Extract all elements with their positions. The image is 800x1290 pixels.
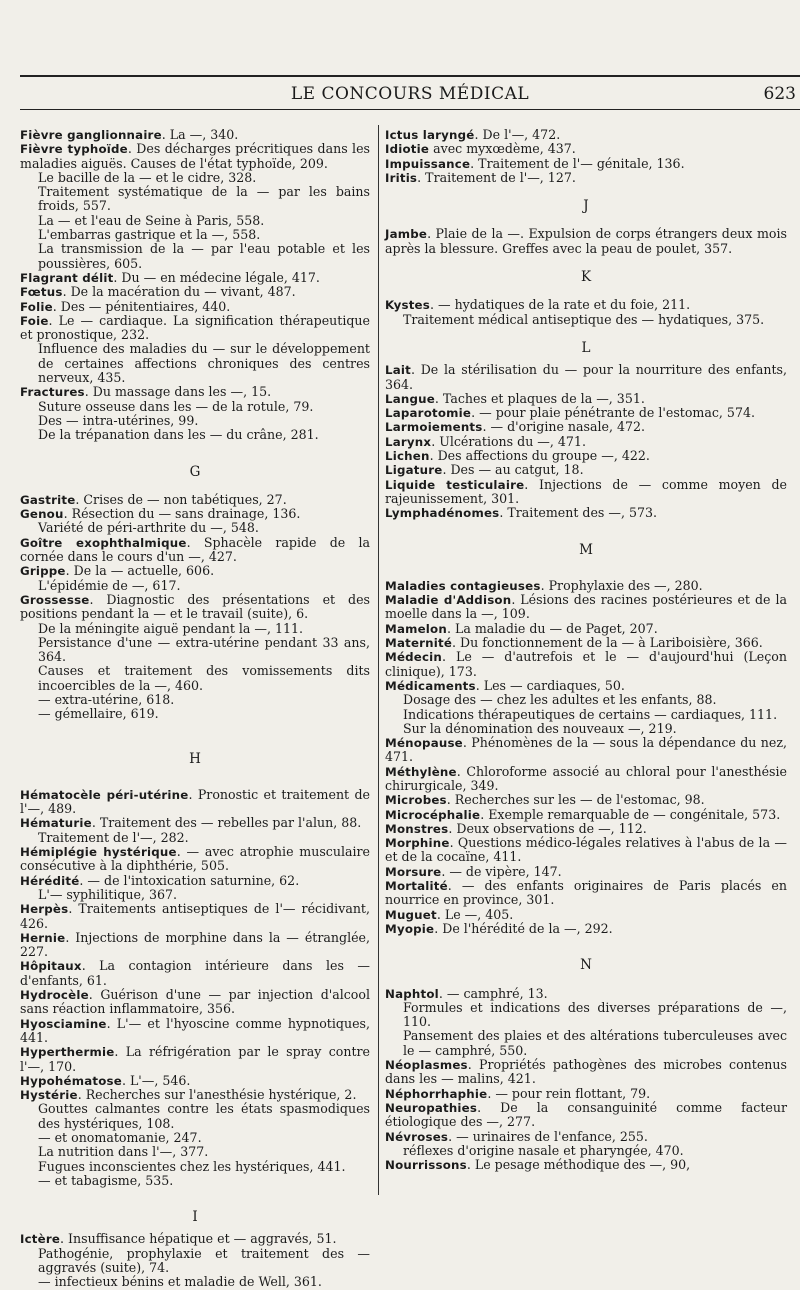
entry-text: . Taches et plaques de la —, 351. <box>434 390 645 406</box>
entry-text: . De l'—, 472. <box>474 127 561 142</box>
entry-text: . Traitement de l'— génitale, 136. <box>470 155 685 171</box>
entry-term: Hématocèle péri-utérine <box>20 787 189 802</box>
index-subentry <box>20 1275 370 1289</box>
index-subentry <box>20 171 370 185</box>
index-subentry <box>385 1144 787 1158</box>
entry-term: Myopie <box>385 921 435 936</box>
entry-text: La transmission de la — par l'eau potable et les poussières, 605. <box>38 241 370 271</box>
section-letter-l: L <box>581 339 591 356</box>
index-entry <box>20 271 370 285</box>
index-entry <box>385 865 787 879</box>
index-subentry <box>20 414 370 428</box>
entry-text: . Ulcérations du —, 471. <box>431 433 586 449</box>
index-entry <box>385 1087 787 1101</box>
left-column <box>20 128 370 1290</box>
index-entry <box>20 874 370 888</box>
index-subentry <box>385 313 787 327</box>
entry-term: Microcéphalie <box>385 807 481 822</box>
index-entry <box>20 1017 370 1046</box>
entry-text: Causes et traitement des vomissements dits incoercibles de la —, 460. <box>38 663 370 693</box>
index-entry <box>385 227 787 256</box>
index-entry <box>385 157 787 171</box>
entry-text: Traitement systématique de la — par les bains froids, 557. <box>38 184 370 214</box>
entry-term: Fœtus <box>20 285 63 300</box>
entry-text: . Diagnostic des présentations et des positions pendant la — et le travail (suite), 6. <box>20 591 370 622</box>
index-subentry <box>20 579 370 593</box>
index-entry <box>20 493 370 507</box>
entry-text: . Propriétés pathogènes des microbes contenus dans les — malins, 421. <box>385 1057 787 1087</box>
entry-text: . Du — en médecine légale, 417. <box>113 269 320 285</box>
section-letter-i: I <box>192 1209 198 1226</box>
entry-text: . De la — actuelle, 606. <box>65 563 215 579</box>
index-entry <box>385 463 787 477</box>
entry-text: La nutrition dans l'—, 377. <box>38 1144 209 1160</box>
entry-text: Traitement de l'—, 282. <box>38 829 189 845</box>
index-entry <box>385 1101 787 1130</box>
entry-term: Médecin <box>385 650 443 665</box>
entry-term: Fièvre typhoïde <box>20 142 128 157</box>
right-column <box>385 128 787 1172</box>
section-l <box>385 363 787 520</box>
entry-text: Traitement médical antiseptique des — hydatiques, 375. <box>403 311 765 327</box>
entry-text: . Exemple remarquable de — congénitale, 573. <box>480 806 781 822</box>
index-subentry <box>20 693 370 707</box>
index-entry <box>20 959 370 988</box>
index-entry <box>385 363 787 392</box>
index-entry <box>385 435 787 449</box>
index-entry <box>385 793 787 807</box>
index-subentry <box>20 664 370 693</box>
index-entry <box>385 506 787 520</box>
entry-term: Néphorrhaphie <box>385 1086 488 1101</box>
journal-title: LE CONCOURS MÉDICAL <box>290 84 530 104</box>
entry-term: Muguet <box>385 907 437 922</box>
index-entry <box>385 908 787 922</box>
index-entry <box>20 142 370 171</box>
entry-text: — gémellaire, 619. <box>38 706 159 722</box>
index-entry <box>385 622 787 636</box>
entry-term: Impuissance <box>385 156 471 171</box>
entry-term: Maternité <box>385 636 453 651</box>
index-subentry <box>385 708 787 722</box>
entry-text: . — urinaires de l'enfance, 255. <box>448 1128 648 1144</box>
index-entry <box>385 808 787 822</box>
index-subentry <box>20 1131 370 1145</box>
entry-text: . Des décharges précritiques dans les maladies aiguës. Causes de l'état typhoïde, 209. <box>20 141 371 171</box>
entry-text: Gouttes calmantes contre les états spasmodiques des hystériques, 108. <box>38 1101 370 1131</box>
section-letter-j: J <box>583 198 589 215</box>
entry-term: Maladie d'Addison <box>385 593 512 608</box>
entry-text: . Traitement des — rebelles par l'alun, 88. <box>91 815 362 831</box>
top-rule <box>20 75 800 77</box>
entry-text: . Phénomènes de la — sous la dépendance du nez, 471. <box>385 735 787 765</box>
entry-term: Gastrite <box>20 492 76 507</box>
index-entry <box>385 1130 787 1144</box>
entry-text: De la trépanation dans les — du crâne, 281. <box>38 427 319 443</box>
entry-term: Fièvre ganglionnaire <box>20 128 162 142</box>
entry-text: réflexes d'origine nasale et pharyngée, 470. <box>403 1142 684 1158</box>
index-entry <box>20 1088 370 1102</box>
entry-term: Ictus laryngé <box>385 128 475 142</box>
entry-text: . La réfrigération par le spray contre l'—, 170. <box>20 1044 370 1074</box>
index-subentry <box>20 1160 370 1174</box>
entry-text: . Injections de morphine dans la — étranglée, 227. <box>20 929 370 960</box>
index-subentry <box>385 1001 787 1030</box>
entry-text: . — des enfants originaires de Paris placés en nourrice en province, 301. <box>385 878 787 908</box>
section-i-right <box>385 128 787 185</box>
entry-text: — extra-utérine, 618. <box>38 691 175 707</box>
entry-text: — et onomatomanie, 247. <box>38 1130 202 1145</box>
index-subentry <box>20 428 370 442</box>
index-entry <box>385 171 787 185</box>
entry-term: Hyperthermie <box>20 1045 115 1060</box>
index-subentry <box>20 888 370 902</box>
entry-text: . Guérison d'une — par injection d'alcool sans réaction inflammatoire, 356. <box>20 987 370 1017</box>
entry-text: . Des — au catgut, 18. <box>442 462 584 478</box>
entry-term: Laparotomie <box>385 406 472 421</box>
entry-term: Hyosciamine <box>20 1016 107 1031</box>
entry-text: Des — intra-utérines, 99. <box>38 412 199 428</box>
index-subentry <box>20 400 370 414</box>
entry-term: Larynx <box>385 434 432 449</box>
index-entry <box>385 478 787 507</box>
entry-term: Flagrant délit <box>20 270 114 285</box>
entry-text: . Insuffisance hépatique et — aggravés, 51. <box>60 1231 337 1247</box>
entry-term: Iritis <box>385 170 418 185</box>
entry-text: — infectieux bénins et maladie de Well, 361. <box>38 1274 322 1290</box>
section-letter-m: M <box>579 541 593 558</box>
entry-term: Monstres <box>385 821 449 836</box>
entry-text: . Des — pénitentiaires, 440. <box>52 298 231 314</box>
entry-text: . Le —, 405. <box>436 906 514 922</box>
section-j <box>385 227 787 256</box>
index-entry <box>385 579 787 593</box>
entry-text: . Le — d'autrefois et le — d'aujourd'hui (Leçon clinique), 173. <box>385 649 787 679</box>
index-entry <box>385 836 787 865</box>
entry-term: Ligature <box>385 463 443 478</box>
entry-term: Langue <box>385 391 435 406</box>
entry-text: . De la consanguinité comme facteur étiologique des —, 277. <box>385 1099 787 1130</box>
index-subentry <box>20 242 370 271</box>
index-entry <box>20 314 370 343</box>
index-entry <box>20 507 370 521</box>
entry-text: avec myxœdème, 437. <box>429 141 576 157</box>
section-h <box>20 788 370 1188</box>
entry-term: Hématurie <box>20 816 92 831</box>
entry-term: Lichen <box>385 449 430 464</box>
index-entry <box>385 449 787 463</box>
entry-text: . L'—, 546. <box>121 1072 191 1088</box>
index-subentry <box>385 693 787 707</box>
entry-term: Nourrissons <box>385 1158 467 1173</box>
entry-term: Hydrocèle <box>20 988 89 1003</box>
index-entry <box>20 1045 370 1074</box>
entry-text: . — camphré, 13. <box>438 985 548 1001</box>
section-f <box>20 128 370 443</box>
section-m <box>385 579 787 936</box>
entry-term: Larmoiements <box>385 420 483 435</box>
entry-text: . Recherches sur l'anesthésie hystérique, 2. <box>77 1087 357 1103</box>
entry-term: Hernie <box>20 930 66 945</box>
entry-term: Goître exophthalmique <box>20 535 187 550</box>
index-subentry <box>20 214 370 228</box>
index-entry <box>20 593 370 622</box>
entry-term: Grossesse <box>20 592 90 607</box>
section-g <box>20 493 370 722</box>
entry-text: . Deux observations de —, 112. <box>448 820 647 836</box>
entry-term: Mamelon <box>385 621 447 636</box>
entry-text: . De la macération du — vivant, 487. <box>62 284 296 300</box>
index-entry <box>20 564 370 578</box>
entry-text: . Lésions des racines postérieures et de la moelle dans la —, 109. <box>385 592 787 622</box>
index-subentry <box>20 1102 370 1131</box>
index-entry <box>385 128 787 142</box>
index-entry <box>385 593 787 622</box>
entry-term: Néoplasmes <box>385 1058 468 1073</box>
entry-term: Folie <box>20 299 53 314</box>
index-entry <box>385 298 787 312</box>
entry-term: Névroses <box>385 1129 449 1144</box>
entry-text: Dosage des — chez les adultes et les enfants, 88. <box>403 692 717 708</box>
index-subentry <box>20 831 370 845</box>
entry-text: Variété de péri-arthrite du —, 548. <box>38 520 259 536</box>
entry-text: . Questions médico-légales relatives à l'abus de la — et de la cocaïne, 411. <box>385 835 787 865</box>
entry-text: Suture osseuse dans les — de la rotule, 79. <box>38 398 314 414</box>
entry-term: Genou <box>20 507 64 522</box>
entry-text: . — pour rein flottant, 79. <box>487 1085 651 1101</box>
entry-text: . Le pesage méthodique des —, 90, <box>466 1157 691 1173</box>
entry-text: Influence des maladies du — sur le développement de certaines affections chroniques des centres nerveux, 435. <box>38 341 370 386</box>
index-entry <box>385 636 787 650</box>
entry-text: . Traitements antiseptiques de l'— récidivant, 426. <box>20 901 370 931</box>
entry-text: . Les — cardiaques, 50. <box>475 677 625 693</box>
column-divider <box>378 125 379 1195</box>
entry-text: . De l'hérédité de la —, 292. <box>434 920 613 936</box>
index-subentry <box>20 622 370 636</box>
entry-text: Indications thérapeutiques de certains — cardiaques, 111. <box>403 706 778 722</box>
index-entry <box>20 816 370 830</box>
entry-term: Grippe <box>20 564 66 579</box>
entry-text: . Résection du — sans drainage, 136. <box>63 506 301 522</box>
index-entry <box>385 822 787 836</box>
entry-text: . Injections de — comme moyen de rajeunissement, 301. <box>385 476 787 506</box>
entry-text: . La —, 340. <box>161 127 239 142</box>
index-entry <box>20 285 370 299</box>
entry-text: . Prophylaxie des —, 280. <box>540 577 703 593</box>
entry-term: Neuropathies <box>385 1100 478 1115</box>
index-entry <box>20 1074 370 1088</box>
entry-text: . — hydatiques de la rate et du foie, 211. <box>429 297 691 313</box>
entry-text: . Le — cardiaque. La signification thérapeutique et pronostique, 232. <box>20 312 370 343</box>
page-number: 623 <box>763 84 796 104</box>
index-entry <box>20 300 370 314</box>
entry-text: . Du massage dans les —, 15. <box>84 384 272 400</box>
entry-text: . Sphacèle rapide de la cornée dans le cours d'un —, 427. <box>20 534 370 565</box>
entry-text: . — de l'intoxication saturnine, 62. <box>79 872 300 888</box>
entry-text: Pansement des plaies et des altérations tuberculeuses avec le — camphré, 550. <box>403 1028 787 1058</box>
header-rule <box>20 109 800 110</box>
index-entry <box>20 385 370 399</box>
entry-term: Microbes <box>385 793 447 808</box>
entry-text: . Traitement de l'—, 127. <box>417 169 576 185</box>
index-entry <box>385 142 787 156</box>
section-i-left <box>20 1232 370 1289</box>
entry-term: Hérédité <box>20 873 80 888</box>
entry-text: La — et l'eau de Seine à Paris, 558. <box>38 212 265 228</box>
entry-term: Idiotie <box>385 142 430 157</box>
index-entry <box>385 879 787 908</box>
index-subentry <box>20 1174 370 1188</box>
entry-text: L'embarras gastrique et la —, 558. <box>38 227 261 243</box>
entry-text: . La contagion intérieure dans les — d'enfants, 61. <box>20 958 370 988</box>
entry-text: Formules et indications des diverses préparations de —, 110. <box>403 999 787 1030</box>
entry-term: Hystérie <box>20 1088 78 1103</box>
entry-text: . — de vipère, 147. <box>441 863 562 879</box>
entry-term: Ictère <box>20 1232 61 1247</box>
entry-text: . La maladie du — de Paget, 207. <box>446 620 658 636</box>
index-entry <box>385 406 787 420</box>
index-subentry <box>20 185 370 214</box>
entry-text: . De la stérilisation du — pour la nourriture des enfants, 364. <box>385 362 787 392</box>
entry-text: . L'— et l'hyoscine comme hypnotiques, 441. <box>20 1015 370 1045</box>
entry-text: . Chloroforme associé au chloral pour l'anesthésie chirurgicale, 349. <box>385 763 787 793</box>
index-entry <box>20 931 370 960</box>
entry-text: Sur la dénomination des nouveaux —, 219. <box>403 720 677 736</box>
entry-term: Lait <box>385 363 411 378</box>
entry-term: Herpès <box>20 902 69 917</box>
index-entry <box>385 922 787 936</box>
entry-text: — et tabagisme, 535. <box>38 1172 174 1188</box>
entry-term: Naphtol <box>385 986 439 1001</box>
entry-term: Hôpitaux <box>20 959 82 974</box>
index-entry <box>385 679 787 693</box>
index-entry <box>385 420 787 434</box>
entry-term: Lymphadénomes <box>385 506 500 521</box>
index-entry <box>385 987 787 1001</box>
index-subentry <box>20 228 370 242</box>
index-entry <box>385 392 787 406</box>
section-n <box>385 987 787 1173</box>
entry-text: . — pour plaie pénétrante de l'estomac, 574. <box>471 405 755 421</box>
entry-text: . Du fonctionnement de la — à Lariboisière, 366. <box>452 635 763 651</box>
entry-term: Hémiplégie hystérique <box>20 845 177 860</box>
entry-text: . Crises de — non tabétiques, 27. <box>75 491 287 507</box>
entry-text: Pathogénie, prophylaxie et traitement des — aggravés (suite), 74. <box>38 1245 370 1276</box>
entry-term: Liquide testiculaire <box>385 477 525 492</box>
entry-text: . Traitement des —, 573. <box>499 505 658 521</box>
entry-text: Le bacille de la — et le cidre, 328. <box>38 169 257 185</box>
index-entry <box>20 902 370 931</box>
entry-text: . Plaie de la —. Expulsion de corps étrangers deux mois après la blessure. Greffes avec la peau de poulet, 357. <box>385 226 787 256</box>
entry-text: . Recherches sur les — de l'estomac, 98. <box>446 792 705 808</box>
index-subentry <box>20 1247 370 1276</box>
index-entry <box>20 536 370 565</box>
index-entry <box>20 845 370 874</box>
index-subentry <box>20 636 370 665</box>
index-subentry <box>20 521 370 535</box>
index-entry <box>385 736 787 765</box>
index-entry <box>20 788 370 817</box>
index-entry <box>385 765 787 794</box>
entry-term: Foie <box>20 313 49 328</box>
entry-term: Morsure <box>385 864 442 879</box>
index-entry <box>385 650 787 679</box>
entry-text: Fugues inconscientes chez les hystériques, 441. <box>38 1158 346 1174</box>
index-entry <box>20 128 370 142</box>
index-subentry <box>20 1145 370 1159</box>
entry-text: De la méningite aiguë pendant la —, 111. <box>38 620 304 636</box>
entry-term: Jambe <box>385 227 428 242</box>
entry-term: Morphine <box>385 836 450 851</box>
section-letter-g: G <box>189 463 201 480</box>
entry-term: Maladies contagieuses <box>385 578 541 593</box>
entry-term: Kystes <box>385 298 430 313</box>
index-subentry <box>385 1029 787 1058</box>
index-entry <box>20 1232 370 1246</box>
entry-text: . Pronostic et traitement de l'—, 489. <box>20 786 370 817</box>
index-entry <box>385 1158 787 1172</box>
entry-text: . — d'origine nasale, 472. <box>482 419 646 435</box>
index-subentry <box>20 707 370 721</box>
entry-term: Méthylène <box>385 764 457 779</box>
entry-term: Ménopause <box>385 736 463 751</box>
entry-term: Hypohématose <box>20 1073 122 1088</box>
index-subentry <box>20 342 370 385</box>
entry-text: . — avec atrophie musculaire consécutive à la diphthérie, 505. <box>20 844 370 874</box>
index-entry <box>385 1058 787 1087</box>
section-letter-k: K <box>580 269 592 286</box>
entry-term: Fractures <box>20 385 85 400</box>
section-k <box>385 298 787 327</box>
entry-term: Médicaments <box>385 678 476 693</box>
section-letter-h: H <box>189 750 201 767</box>
entry-text: L'épidémie de —, 617. <box>38 577 181 593</box>
index-subentry <box>385 722 787 736</box>
entry-text: Persistance d'une — extra-utérine pendant 33 ans, 364. <box>38 634 370 665</box>
running-header <box>20 80 800 106</box>
entry-term: Mortalité <box>385 879 448 894</box>
section-letter-n: N <box>580 957 592 974</box>
entry-text: L'— syphilitique, 367. <box>38 886 178 902</box>
entry-text: . Des affections du groupe —, 422. <box>429 448 650 464</box>
index-entry <box>20 988 370 1017</box>
